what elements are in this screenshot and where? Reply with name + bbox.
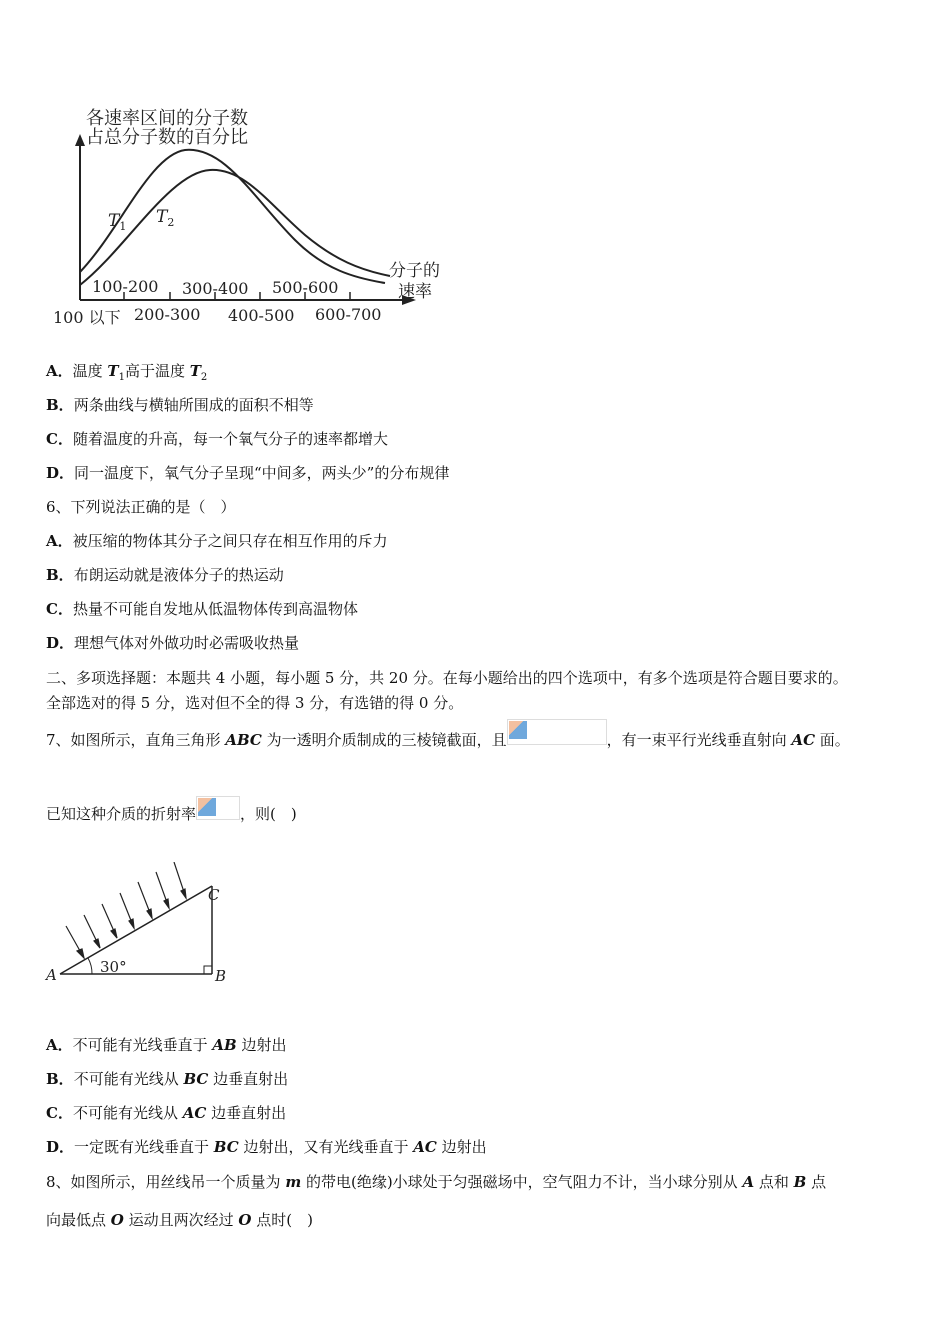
q7-option-d: D．一定既有光线垂直于 BC 边射出，又有光线垂直于 AC 边射出	[46, 1138, 487, 1156]
angle-formula-image	[507, 719, 607, 745]
tick-label-lower-2: 200-300	[134, 305, 201, 324]
q6-option-d: D．理想气体对外做功时必需吸收热量	[46, 634, 300, 652]
x-axis-label-line2: 速率	[398, 282, 432, 302]
q6-stem: 6、下列说法正确的是（ ）	[46, 498, 236, 516]
tick-label-lower-4: 600-700	[315, 305, 382, 324]
q8-stem: 8、如图所示，用丝线吊一个质量为 m 的带电(绝缘)小球处于匀强磁场中，空气阻力不计，当小球分别从 A 点和 B 点	[46, 1173, 827, 1191]
q7-stem: 7、如图所示，直角三角形 ABC 为一透明介质制成的三棱镜截面，且 ，有一束平行光线垂直射向 AC 面。	[46, 730, 850, 750]
tick-label-lower-3: 400-500	[228, 306, 295, 325]
q5-option-a: A．温度 $T_1$高于温度 $T_2$	[46, 362, 208, 383]
speed-distribution-graph	[50, 100, 470, 332]
side-ac	[60, 886, 212, 974]
x-axis-label-line1: 分子的	[389, 261, 440, 281]
tick-label-upper-1: 100-200	[92, 277, 159, 296]
q5-option-c: C．随着温度的升高，每一个氧气分子的速率都增大	[46, 430, 388, 448]
curve-t2-label: $T_2$	[156, 207, 175, 229]
q7-option-b: B．不可能有光线从 BC 边垂直射出	[46, 1070, 289, 1088]
q6-option-c: C．热量不可能自发地从低温物体传到高温物体	[46, 600, 358, 618]
tick-label-upper-3: 500-600	[272, 278, 339, 297]
q5-option-b: B．两条曲线与横轴所围成的面积不相等	[46, 396, 314, 414]
q7-option-a: A．不可能有光线垂直于 AB 边射出	[46, 1036, 287, 1054]
graph-title-line2: 占总分子数的百分比	[86, 127, 248, 148]
vertex-a-label: A	[46, 966, 57, 984]
right-angle-mark	[204, 966, 212, 974]
q8-stem-line2: 向最低点 O 运动且两次经过 O 点时( )	[46, 1211, 313, 1229]
q7-option-c: C．不可能有光线从 AC 边垂直射出	[46, 1104, 287, 1122]
vertex-b-label: B	[215, 967, 227, 985]
tick-label-lower-1: 100 以下	[53, 308, 121, 327]
q5-option-d: D．同一温度下，氧气分子呈现“中间多，两头少”的分布规律	[46, 464, 450, 482]
q6-option-a: A．被压缩的物体其分子之间只存在相互作用的斥力	[46, 532, 388, 550]
y-axis-arrow	[75, 134, 85, 146]
refractive-index-formula-image	[196, 796, 240, 820]
tick-label-upper-2: 300-400	[182, 279, 249, 298]
angle-arc	[88, 958, 92, 974]
curve-t1	[80, 150, 385, 283]
graph-title-line1: 各速率区间的分子数	[86, 108, 248, 129]
vertex-c-label: C	[208, 886, 220, 904]
curve-t2	[80, 170, 390, 285]
curve-t1-label: $T_1$	[108, 211, 127, 233]
section2-line2: 全部选对的得 5 分，选对但不全的得 3 分，有选错的得 0 分。	[46, 694, 464, 712]
q6-option-b: B．布朗运动就是液体分子的热运动	[46, 566, 284, 584]
angle-label: 30°	[100, 958, 127, 976]
section2-line1: 二、多项选择题：本题共 4 小题，每小题 5 分，共 20 分。在每小题给出的四个选项中，有多个选项是符合题目要求的。	[46, 669, 848, 687]
prism-figure	[44, 862, 234, 986]
q7-stem-line2: 已知这种介质的折射率 ，则( )	[46, 804, 297, 824]
